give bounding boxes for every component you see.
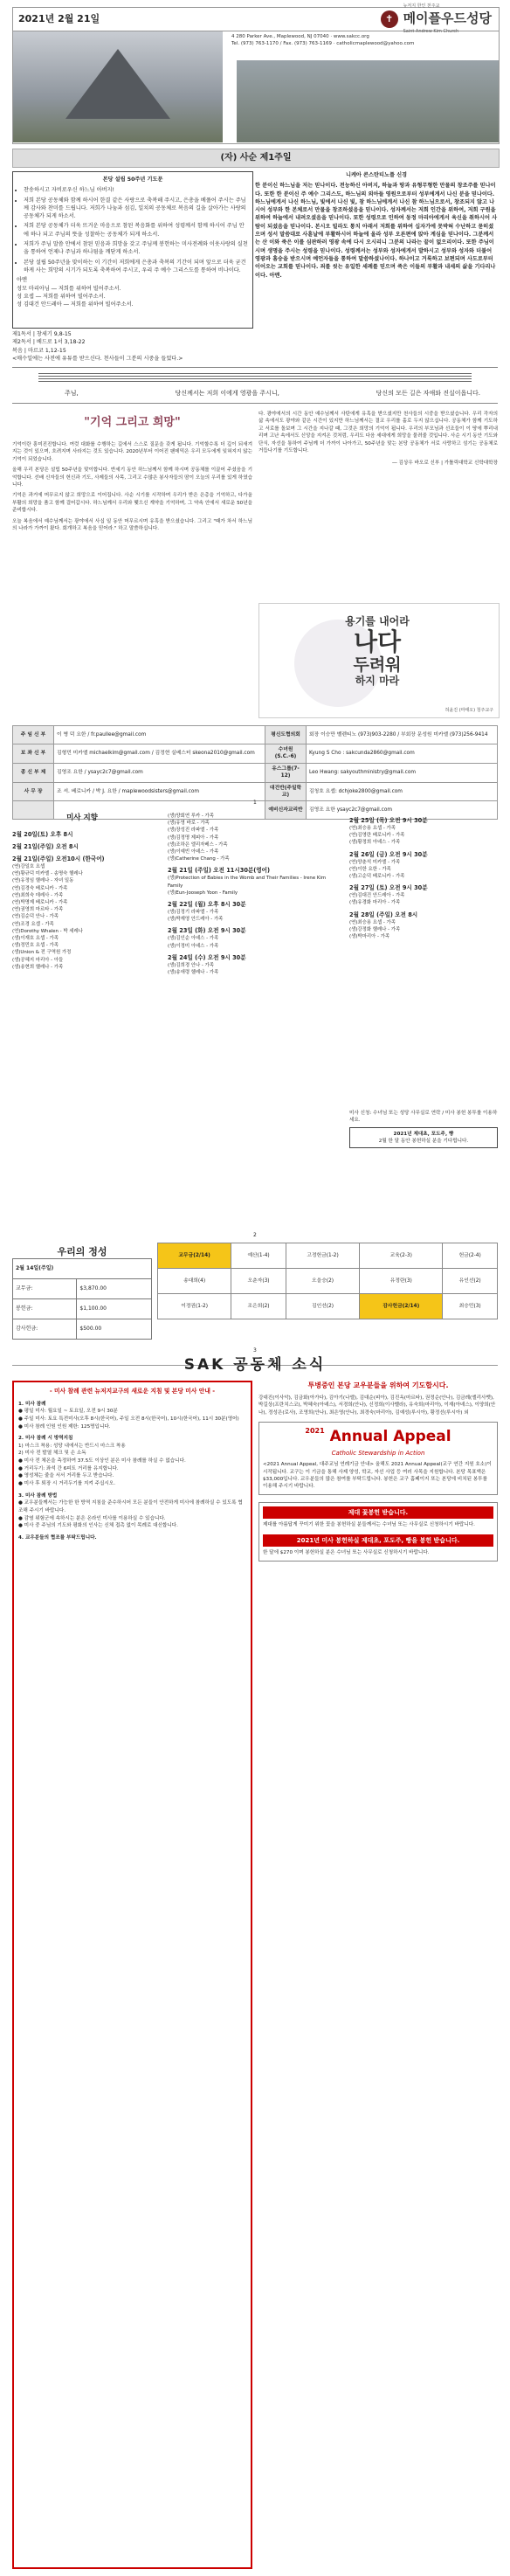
chant-line-1: 주님, [65, 390, 79, 397]
mass-intention: (연)유정임 헬레나 - 자녀 일동 [12, 878, 74, 884]
creed-heading: 니케아 콘스탄티노플 신경 [345, 172, 408, 178]
book-title [312, 616, 443, 688]
mass-intention: (연)이한 요한 - 가족 [349, 866, 391, 872]
mass-intention: (생)황정희 아녜스 - 가족 [349, 840, 401, 846]
mass-intention: (연)양춘석 미카엘 - 가족 [349, 859, 401, 865]
guideline-item: ● 미사 전 체온을 측정하여 37.5도 이상인 분은 미사 참례를 하실 수 없습니다. [18, 1458, 186, 1465]
prayer-sub-3: 성 김대건 안드레아 ― 저희를 위하여 빌어주소서. [17, 301, 134, 308]
mass-intention: (생)이재호 요셉 - 가족 [12, 936, 59, 942]
mass-intention: (생)김정기 라파엘 - 가족 [168, 910, 219, 916]
mass-intention: (연)조경 요셉 - 가족 [12, 921, 54, 927]
mass-intention: (연)박명제 베로니카 - 가족 [12, 900, 68, 906]
essay-paragraph: 다. 광야에서의 시간 동안 예수님께서 사탄에게 유혹을 받으셨지만 천사들의 시중을 받으셨습니다. 우리 각자의 삶 속에서도 광야와 같은 시간이 있지만 하느님께서는 결코 우리를 홀로 두지 않으십니다. 공동체가 함께 기도하고 서로를 돌보며 그 시간을 지나갈 때, 그것은 희망의 기억이 됩니다. 우리의 부모님과 선조들이 이 땅에 뿌리내리며 고난 속에서도 신앙을 지켜온 것처럼, 우리도 다음 세대에게 희망을 물려줄 것입니다. 사순 시기 동안 기도와 단식, 자선을 통하여 주님께 더 가까이 나아가고, 50주년을 맞는 본당 공동체가 서로 사랑하고 섬기는 공동체로 거듭나기를 기도합니다. [258, 412, 498, 454]
church-emblem-icon: ✝ [381, 10, 398, 28]
annual-appeal-sub: Catholic Stewardship in Action [331, 1449, 425, 1457]
offering-date: 2월 14일(주일) [13, 1259, 152, 1279]
mass-intention: (생)양회연 루카 - 가족 [168, 814, 214, 819]
prayer-line: • 찬송하시고 자비로우신 하느님 아버지! [24, 186, 249, 194]
mass-intention: (연)최승용 요셉 - 가족 [349, 919, 396, 925]
staff-role: 보 좌 신 부 [13, 744, 54, 764]
book-credit: 허윤진 (마태오) 청주교구 [445, 707, 493, 713]
essay-paragraph: 기억이란 흥미진진합니다. 여럿 대화를 수행하는 길에서 스스로 질문을 갖게 됩니다. 기억할수록 더 깊이 되새겨지는 것이 있으며, 흐려지며 사라지는 것도 있습니다. 2020년부터 이어진 팬데믹은 우리 모두에게 잊혀지지 않는 기억이 되었습니다. [12, 442, 252, 462]
prayer-line: • 본당 설립 50주년을 맞이하는 이 기간이 저희에게 은총과 축복의 기간이 되며 앞으로 더욱 굳건하게 사는 희망의 시기가 되도록 축복하여 주시고, 우리 주 예수 그리스도를 통하여 비나이다. [24, 259, 249, 275]
essay-signature: ― 김상우 바오로 신부 | 가톨릭대학교 신학대학장 [392, 460, 498, 467]
mass-intention: (연)김대건 안드레아 - 가족 [349, 893, 405, 899]
creed-text: 한 분이신 하느님을 저는 믿나이다. 전능하신 아버지, 하늘과 땅과 유형무형한 만물의 창조주를 믿나이다. 또한 한 분이신 주 예수 그리스도, 하느님의 외아들 영원으로부터 성부에게서 나신 분을 믿나이다. 하느님에게서 나신 하느님, 빛에서 나신 빛, 참 하느님에게서 나신 참 하느님으로서, 창조되지 않고 나시어 성부와 한 본체로서 만물을 창조하셨음을 믿나이다. 성자께서는 저희 인간을 위하여, 저희 구원을 위하여 하늘에서 내려오셨음을 믿나이다. 또한 성령으로 인하여 동정 마리아에게서 육신을 취하시어 사람이 되셨음을 믿나이다. 본시오 빌라도 통치 아래서 저희를 위하여 십자가에 못박혀 수난하고 묻히셨으며 성서 말씀대로 사흗날에 부활하시어 하늘에 올라 성부 오른편에 앉아 계심을 믿나이다. 그분께서는 산 이와 죽은 이를 심판하러 영광 속에 다시 오시리니 그분의 나라는 끝이 없으리이다. 또한 주님이시며 생명을 주시는 성령을 믿나이다. 성령께서는 성부와 성자에게서 발하시고 성부와 성자와 더불어 영광과 흠숭을 받으시며 예언자들을 통하여 말씀하셨나이다. 하나이고 거룩하고 보편되며 사도로부터 이어오는 교회를 믿나이다. 죄를 씻는 유일한 세례를 믿으며 죽은 이들의 부활과 내세의 삶을 기다리나이다. 아멘. [255, 183, 498, 279]
parish-name-en: Saint Andrew Kim Church [403, 28, 459, 34]
guideline-title: - 미사 참례 관련 뉴저지교구의 새로운 지침 및 본당 미사 안내 - [49, 1388, 216, 1395]
mass-date: 2월 21일(주일) 오전 8시 [12, 843, 79, 851]
ministry-cell: 김인선(2) [286, 1294, 359, 1319]
guideline-item: 3. 미사 참례 방법 [18, 1492, 58, 1499]
altar-offering-card [349, 1127, 498, 1148]
mass-intention: (연)김영란 베로니카 - 가족 [349, 833, 405, 839]
staff-role: 예비신자교리반 [265, 801, 307, 820]
mass-column-1 [12, 827, 152, 971]
mass-intention: (생)박재영 안드레아 - 가족 [168, 917, 224, 923]
guideline-item: ● 미사 참례 인원 인원 제한: 125명입니다. [18, 1423, 111, 1430]
contact-info [231, 34, 414, 48]
mass-intention: (생)이정미 아녜스 - 가족 [168, 943, 219, 949]
ministry-cell: 오춘자(3) [231, 1269, 286, 1294]
staff-contact: Leo Hwang: sakyouthministry@gmail.com [307, 763, 498, 782]
ministry-cell: 조은희(2) [231, 1294, 286, 1319]
mass-intention: (생)조하은 엘리자베스 - 가족 [168, 841, 228, 848]
sunday-title: (자) 사순 제1주일 [12, 149, 500, 168]
altar-items-text: 한 달에 $270 이며 봉헌하실 분은 수녀님 또는 사무실로 신청하시기 바랍니다. [263, 1550, 430, 1556]
staff-row [13, 782, 498, 801]
altar-offering-title: 2021년 제대초, 포도주, 빵 [393, 1132, 454, 1138]
flower-offering-title: 제대 꽃봉헌 받습니다. [263, 1506, 493, 1520]
offering-label: 봉헌금: [13, 1299, 77, 1319]
altar-offering-box [349, 1110, 498, 1148]
offering-label: 감사헌금: [13, 1319, 77, 1340]
mass-request-note: 미사 신청: 수녀님 또는 성당 사무실로 연락 / 미사 봉헌 봉투를 이용하세요. [349, 1111, 498, 1124]
mass-intention: (연)황규덕 미카엘 - 송명숙 헬레나 [12, 871, 83, 877]
ministry-cell: 교육(2-3) [360, 1243, 443, 1269]
mass-intention: (연)김경숙 베로니카 - 가족 [12, 885, 68, 891]
mass-intention: (생)유경화 마리아 - 가족 [349, 900, 401, 906]
ministry-cell: 유인선(2) [443, 1269, 498, 1294]
mass-date: 2월 24일 (수) 오전 9시 30분 [168, 953, 246, 961]
staff-role: 종 신 부 제 [13, 763, 54, 782]
staff-contact: 회장 이승만 벨렌티노 (973)903-2280 / 부회장 문성원 미카엘 (973)256-9414 [307, 726, 498, 744]
page-number: 2 [253, 1232, 257, 1238]
ministry-row [158, 1294, 498, 1319]
mass-intentions-title: 미사 지향 [66, 814, 98, 822]
book-cover-image [258, 603, 500, 718]
ministry-cell: 감사헌금(2/14) [360, 1294, 443, 1319]
mass-intention: (연)최승용 요셉 - 가족 [349, 826, 396, 832]
mass-intention: (생)장성진 라파엘 - 가족 [168, 828, 219, 834]
guideline-item: ● 교우분들께서는 가능한 한 방역 지침을 준수하시어 모든 분들이 안전하게 미사에 참례하실 수 있도록 협조해 주시기 바랍니다. [18, 1500, 243, 1514]
mass-intention: (생)정민호 요셉 - 가족 [12, 943, 59, 949]
gospel-note: <매수일에는 사전에 유튜를 받으신다. 천사들이 그분의 시중을 들었다.> [12, 355, 183, 362]
staff-contact: 김영조 요한 ysayc2c7@gmail.com [307, 801, 498, 820]
prayer-sub-2: 성 요셉 ― 저희를 위하여 빌어주소서. [17, 293, 106, 300]
ministry-cell: 최승민(3) [443, 1294, 498, 1319]
chant-line-2: 당신께서는 저희 이에게 영광을 주시니, [175, 390, 279, 397]
mass-date: 2월 22일 (월) 오후 8시 30분 [168, 901, 246, 909]
staff-contact: Kyung S Cho : sakcunda2860@gmail.com [307, 744, 498, 764]
ministry-cell: 교무금(2/14) [158, 1243, 231, 1269]
offering-table [12, 1258, 152, 1340]
news-right-column [258, 1381, 498, 1562]
ministry-cell: 헌금(2-4) [443, 1243, 498, 1269]
annual-appeal-text: <2021 Annual Appeal, 대주교님 연례기금 안내> 올해도 2021 Annual Appeal(교구 연간 지원 호소)이 시작됩니다. 교구는 이 기금을 통해 사제 양성, 학교, 자선 사업 등 여러 사목을 지원합니다. 본당 목표액은 $33,000입니다. 교우분들의 많은 참여를 부탁드립니다. 봉헌은 교구 홈페이지 또는 본당에 비치된 봉투를 이용해 주시기 바랍니다. [263, 1462, 492, 1490]
prayer-heading: 본당 설립 50주년 기도문 [102, 177, 163, 183]
ministry-cell: 송대희(4) [158, 1269, 231, 1294]
mass-intention: (생)송현희 헬레나 - 가족 [12, 964, 64, 970]
prayer-list [17, 186, 249, 274]
staff-role: 평신도협의회 [265, 726, 307, 744]
mass-intention: (생)김정명 제피아 - 가족 [168, 834, 219, 841]
guideline-item: ● 미사 중 주님의 기도와 평화의 인사는 신체 접촉 없이 목례로 대신합니다. [18, 1523, 178, 1529]
essay-continued [258, 411, 498, 467]
ministry-cell: 고정헌금(1-2) [286, 1243, 359, 1269]
altar-items-title: 2021년 미사 봉헌하실 제대초, 포도주, 빵을 봉헌 받습니다. [263, 1534, 493, 1548]
mass-intention: (생)Union & 전 구역원 가정 [12, 950, 72, 956]
staff-role: 대건반(주일학교) [265, 782, 307, 801]
ministry-cell: 이정권(1-2) [158, 1294, 231, 1319]
mass-intention: (생)Eun-Jooseph Yoon - Family [168, 890, 238, 896]
guideline-item: 2. 미사 참례 시 방역지침 [18, 1436, 73, 1442]
sick-names: 강대진(이사악), 김금화(아가다), 김아기(나엘), 김대순(피아), 김진옥(마르타), 권정순(안나), 김금례(엘리사벳), 박길상(프란치스코), 박혜숙(아녜스), 서경희(안나), 신정희(이사벨라), 유숙희(마리아), 이재(아녜스), 이양희(안나), 정성은(로사), 조영희(안나), 최은영(안나), 최경숙(마리아), 김예성(루시아), 황정선(루시아) 외 [258, 1395, 496, 1416]
first-reading: 제1독서 | 창세기 9,8-15 [12, 331, 72, 337]
mass-date: 2월 23일 (화) 오전 9시 30분 [168, 927, 246, 935]
parish-phone: Tel. (973) 763-1170 / Fax. (973) 763-1169 · catholicmaplewood@yahoo.com [231, 40, 415, 46]
guideline-item: ● 영성체는 줄을 서서 거리를 두고 받습니다. [18, 1473, 114, 1479]
guideline-item: ● 감염 위험군에 속하시는 분은 온라인 미사를 이용하실 수 있습니다. [18, 1515, 166, 1521]
essay-paragraph: 오늘 복음에서 예수님께서는 광야에서 사십 일 동안 머무르시며 유혹을 받으셨습니다. 그리고 "때가 차서 하느님의 나라가 가까이 왔다. 회개하고 복음을 믿어라." 하고 말씀하십니다. [12, 518, 252, 531]
offering-amount: $1,100.00 [77, 1299, 152, 1319]
staff-role: 주 임 신 부 [13, 726, 54, 744]
prayer-line: • 저희가 주님 말씀 안에서 참된 믿음과 희망을 갖고 주님께 봉헌하는 미사전례와 이웃사랑의 실천을 통하여 언제나 주님과 하나됨을 깨닫게 하소서. [24, 240, 249, 257]
offering-label: 교무금: [13, 1279, 77, 1299]
readings [12, 330, 498, 363]
flower-offering-text: 제대를 아름답게 꾸미기 위한 꽃을 봉헌하실 분들께서는 수녀님 또는 사무실로 신청하시기 바랍니다. [263, 1522, 475, 1528]
guideline-item: ● 거리두기: 좌석 간 6피트 거리를 유지합니다. [18, 1465, 119, 1472]
mass-intention: (연)강일호 요셉 [12, 864, 45, 870]
guideline-item: ● 평일 미사: 월요일 ~ 토요일, 오전 9시 30분 [18, 1409, 118, 1415]
mass-intention: (생)김인순 아녜스 - 가족 [168, 936, 219, 942]
mass-intention: (생)유영 바로 - 가족 [168, 821, 210, 827]
mass-guideline-box [12, 1381, 252, 2569]
flower-offering-box [258, 1502, 498, 1562]
guideline-list [18, 1401, 246, 1542]
parish-prefix: 뉴저지 한인 천주교 [403, 3, 440, 9]
staff-contact: 김영조 요한 / ysayc2c7@gmail.com [54, 763, 265, 782]
community-news-title: SAK 공동체 소식 [12, 1354, 498, 1376]
mass-intention: (생)이예빈 아녜스 - 가족 [168, 849, 219, 855]
prayer-line: • 저희 본당 공동체와 함께 하시어 한결 같은 사랑으로 축복해 주시고, 은총을 베풀어 주시는 주님께 감사와 찬미를 드립니다. 저희가 나눔과 섬김, 일치의 공동체로 복음의 길을 살아가는 사랑의 공동체가 되게 하소서. [24, 197, 249, 221]
page-number: 1 [253, 800, 257, 806]
mass-intention: (생)Protection of Babies in the Womb and Their Families - Irene Kim Family [168, 876, 327, 889]
chant-line-3: 당신의 모든 길은 자애와 진실이옵니다. [376, 390, 480, 397]
annual-appeal-name: Annual Appeal [329, 1428, 451, 1446]
page-number: 3 [253, 1347, 257, 1354]
guideline-item: ● 미사 후 퇴장 시 거리두기를 지켜 주십시오. [18, 1481, 115, 1487]
book-title-line: 두려워 [353, 654, 402, 675]
staff-contact: 이 병 덕 요한 / fr.paullee@gmail.com [54, 726, 265, 744]
parish-address: 4 280 Parker Ave., Maplewood, NJ 07040 · www.sakcc.org [231, 34, 369, 39]
church-interior-photo [237, 60, 499, 142]
mass-date: 2월 20일(토) 오후 8시 [12, 831, 73, 838]
mass-intention: (생)고순덕 베로니카 - 가족 [349, 874, 405, 880]
anniversary-prayer-box [12, 171, 253, 329]
ministry-cell: 오을승(2) [286, 1269, 359, 1294]
gospel-reading: 복음 | 마르코 1,12-15 [12, 347, 66, 354]
guideline-item: 1. 미사 참례 [18, 1401, 46, 1407]
staff-role: 사 무 장 [13, 782, 54, 801]
mass-date: 2월 28일 (주일) 오전 8시 [349, 911, 418, 918]
church-exterior-photo [13, 31, 223, 142]
mass-date: 2월 27일 (토) 오전 9시 30분 [349, 884, 428, 892]
mass-intention: (생)Catherine Chang - 가족 [168, 856, 230, 862]
annual-appeal-header [263, 1426, 493, 1458]
bulletin-date: 2021년 2월 21일 [18, 13, 100, 25]
mass-intention: (연)Dorothy Whalen - 박 세레나 [12, 928, 83, 934]
ministry-row [158, 1243, 498, 1269]
annual-appeal-title [263, 1426, 493, 1449]
mass-intention: (연)김순덕 안나 - 가족 [12, 914, 59, 920]
second-reading: 제2독서 | 베드로 1서 3,18-22 [12, 339, 86, 346]
mass-date: 2월 25일 (목) 오전 9시 30분 [349, 817, 428, 824]
mass-intention: (생)강정화 헬레나 - 가족 [349, 926, 401, 932]
responsorial-chant [12, 367, 498, 404]
ministry-cell: 예산(1-4) [231, 1243, 286, 1269]
book-title-line: 용기를 내어라 [345, 615, 410, 627]
guideline-item: 2) 미사 전 발열 체크 및 손 소독 [18, 1451, 86, 1457]
staff-role: 수녀원(S.C.-6) [265, 744, 307, 764]
mass-date: 2월 26일 (금) 오전 9시 30분 [349, 850, 428, 858]
music-staff [38, 371, 472, 384]
mass-intention: (생)박마리아 - 가족 [349, 934, 390, 940]
staff-row [13, 744, 498, 764]
ministry-grid [157, 1243, 498, 1319]
prayer-amen: 아멘 [17, 277, 27, 284]
ministry-row [158, 1269, 498, 1294]
essay-title: "기억 그리고 희망" [84, 416, 181, 429]
prayer-sub-1: 성모 마리아님 ― 저희를 위하여 빌어주소서. [17, 285, 121, 292]
mass-intention: (연)최희숙 데레사 - 가족 [12, 892, 64, 898]
guideline-item: ● 주일 미사: 토요 특전미사(오후 8시(한국어), 주일 오전 8시(한국어), 10시(한국어), 11시 30분(영어) [18, 1416, 239, 1422]
staff-row [13, 726, 498, 744]
parish-logo [381, 3, 499, 35]
essay-paragraph: 올해 우리 본당은 설립 50주년을 맞이합니다. 반세기 동안 하느님께서 함께 하시며 공동체를 이끌어 주셨음을 기억합니다. 선배 신자들의 헌신과 기도, 사제들의 사목, 그리고 수많은 봉사자들의 땀이 오늘의 우리를 있게 하였습니다. [12, 467, 252, 488]
mass-intention: (생)공혜지 마리아 - 아들 [12, 957, 64, 963]
mass-column-2 [168, 813, 334, 976]
essay-body [12, 441, 252, 536]
staff-contact: 김청호 요셉: dchjoke2800@gmail.com [307, 782, 498, 801]
mass-column-3 [349, 813, 498, 940]
offering-amount: $3,870.00 [77, 1279, 152, 1299]
header-bar [13, 3, 499, 34]
staff-role: 유스그룹(7-12) [265, 763, 307, 782]
book-title-line: 하지 마라 [355, 674, 400, 687]
church-roof-shape [65, 49, 170, 119]
mass-intention: (생)송애령 헬레나 - 가족 [168, 970, 219, 976]
mass-date: 2월 21일(주일) 오전10시 (한국어) [12, 855, 105, 863]
mass-date: 2월 21일 (주일) 오전 11시30분(영어) [168, 867, 271, 875]
altar-offering-body: 2월 한 달 동안 봉헌하실 분을 기다립니다. [378, 1139, 469, 1145]
offering-title: 우리의 정성 [57, 1246, 107, 1257]
prayer-for-sick-title: 투병중인 본당 교우분들을 위하여 기도합시다. [307, 1381, 449, 1389]
prayer-line: • 저희 본당 공동체가 더욱 뜨거운 마음으로 참된 복음화를 위하여 성령께서 함께 하시어 주님 안에 하나 되고 주님의 뜻을 성찰하는 공동체가 되게 하소서. [24, 222, 249, 239]
annual-appeal-year: 2021 [305, 1427, 325, 1436]
staff-contact: 조 셔. 베로니카 / 박 J. 요한 / maplewoodsisters@gmail.com [54, 782, 265, 801]
offering-amount: $500.00 [77, 1319, 152, 1340]
parish-name-ko: 메이플우드성당 [403, 10, 492, 27]
ministry-cell: 유정란(3) [360, 1269, 443, 1294]
bulletin-header [12, 3, 500, 144]
book-title-line: 나다 [353, 627, 402, 656]
chant-lyrics [65, 389, 480, 398]
creed-box [255, 171, 498, 280]
mass-intention: (생)김희경 안나 - 가족 [168, 962, 214, 968]
annual-appeal-box [258, 1422, 498, 1495]
guideline-item: 4. 교우분들의 협조를 부탁드립니다. [18, 1535, 97, 1541]
essay-paragraph: 기억은 과거에 머무르지 않고 희망으로 이어집니다. 사순 시기를 시작하며 우리가 받은 은총을 기억하고, 다가올 부활의 희망을 품고 함께 걸어갑시다. 하느님께서 우리와 맺으신 계약을 기억하며, 그 약속 안에서 새로운 50년을 준비합시다. [12, 493, 252, 514]
staff-contact: 김형민 미카엘 michaelkim@gmail.com / 김정현 실베스터 skeona2010@gmail.com [54, 744, 265, 764]
staff-row [13, 763, 498, 782]
guideline-item: 1) 마스크 착용: 성당 내에서는 반드시 마스크 착용 [18, 1443, 126, 1449]
parish-name-block [403, 3, 492, 35]
mass-intention: (연)권영희 마르타 - 가족 [12, 907, 64, 913]
